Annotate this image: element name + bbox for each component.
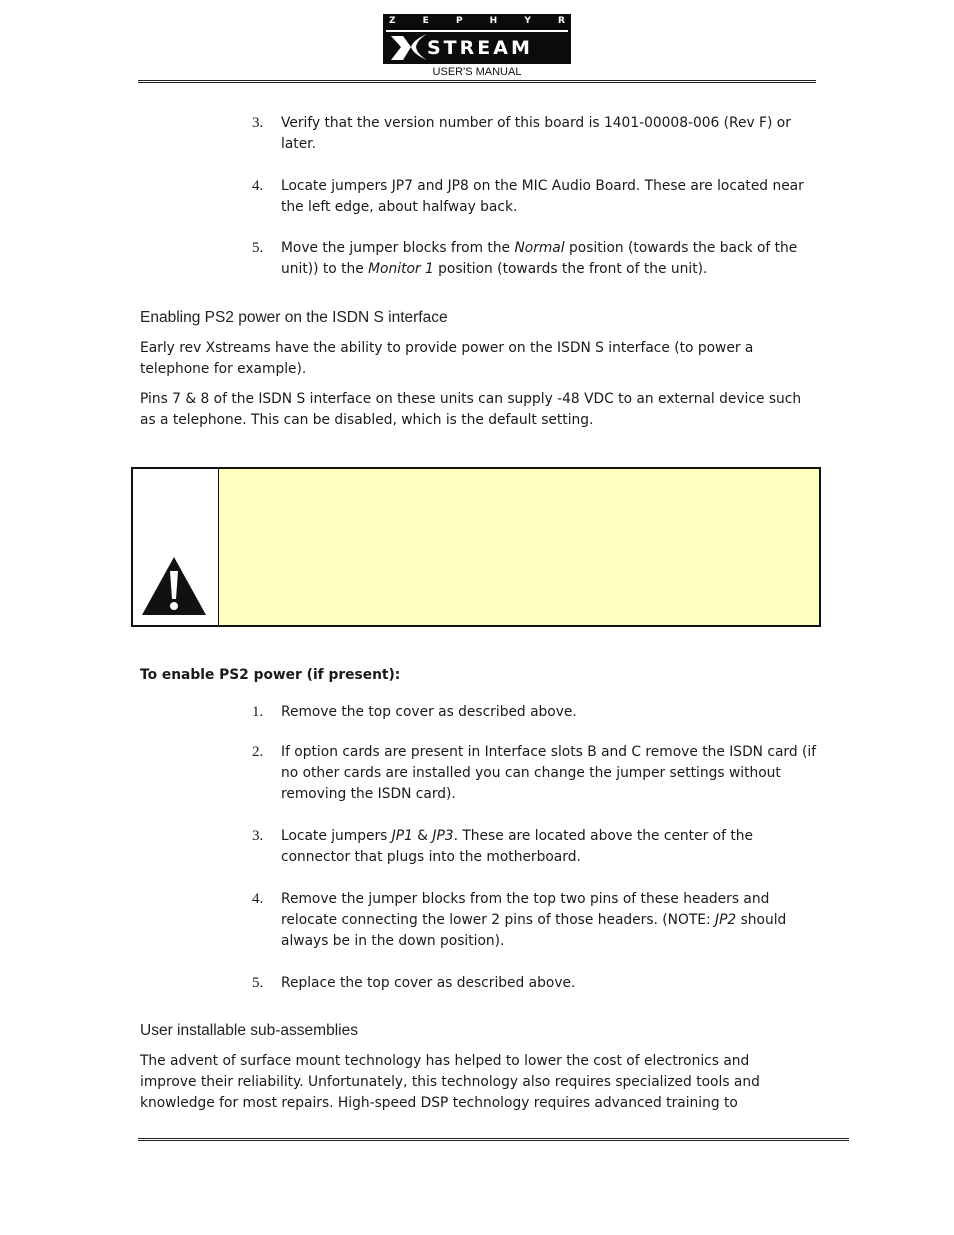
warning-divider <box>218 469 219 625</box>
logo-letter: Y <box>524 16 531 26</box>
list-number: 3. <box>252 828 264 844</box>
logo-letter: H <box>489 16 498 26</box>
text-run: . These are located above the center of the connector that plugs into the motherboard. <box>281 828 753 865</box>
text-run: Locate jumpers <box>281 828 392 844</box>
logo-letter: Z <box>389 16 396 26</box>
header-subtitle: USER'S MANUAL <box>432 66 522 78</box>
footer-rule <box>138 1138 849 1141</box>
list-number: 5. <box>252 240 264 256</box>
header-rule <box>138 80 816 83</box>
warning-triangle-icon <box>140 555 208 617</box>
list-number: 4. <box>252 178 264 194</box>
list-text <box>281 889 817 952</box>
text-run: should always be in the down position). <box>281 912 787 949</box>
procedure-label: To enable PS2 power (if present): <box>140 667 401 683</box>
text-run: position (towards the back of the unit)) to the <box>281 240 798 277</box>
logo-brand-text: STREAM <box>427 37 533 59</box>
list-number: 3. <box>252 115 264 131</box>
list-text <box>281 238 817 280</box>
list-text: Verify that the version number of this board is 1401-00008-006 (Rev F) or later. <box>281 115 791 152</box>
logo-top-letters <box>383 16 571 28</box>
text-run: Remove the jumper blocks from the top two pins of these headers and relocate connecting the lower 2 pins of those headers. (NOTE: <box>281 891 770 928</box>
logo-letter: P <box>455 16 463 26</box>
emphasis-normal: Normal <box>514 240 565 256</box>
logo-letter: R <box>558 16 565 26</box>
emphasis-monitor: Monitor 1 <box>368 261 434 277</box>
zephyr-xstream-logo <box>383 14 571 64</box>
list-text: Locate jumpers JP7 and JP8 on the MIC Audio Board. These are located near the left edge, about halfway back. <box>281 178 804 215</box>
emphasis-jp1: JP1 <box>391 828 413 844</box>
section-heading: User installable sub-assemblies <box>140 1022 358 1039</box>
warning-box <box>131 467 821 627</box>
list-number: 5. <box>252 975 264 991</box>
section-heading: Enabling PS2 power on the ISDN S interface <box>140 309 448 326</box>
list-text: Replace the top cover as described above. <box>281 975 576 991</box>
list-text: Remove the top cover as described above. <box>281 704 577 720</box>
emphasis-jp3: JP3 <box>432 828 454 844</box>
logo-letter: E <box>422 16 429 26</box>
paragraph: Early rev Xstreams have the ability to provide power on the ISDN S interface (to power a telephone for example). <box>140 340 754 377</box>
list-number: 2. <box>252 744 264 760</box>
list-text <box>281 826 817 868</box>
text-run: position (towards the front of the unit). <box>433 261 708 277</box>
paragraph: Pins 7 & 8 of the ISDN S interface on these units can supply -48 VDC to an external device such as a telephone. This can be disabled, which is the default setting. <box>140 391 802 428</box>
emphasis-jp2: JP2 <box>715 912 737 928</box>
paragraph: The advent of surface mount technology has helped to lower the cost of electronics and improve their reliability. Unfortunately, this technology also requires specialized tools and knowledge for most repairs. High-speed DSP technology requires advanced training to <box>140 1053 760 1111</box>
list-text: If option cards are present in Interface slots B and C remove the ISDN card (if no other cards are installed you can change the jumper settings without removing the ISDN card). <box>281 744 817 802</box>
text-run: Move the jumper blocks from the <box>281 240 515 256</box>
logo-x-icon <box>389 30 429 64</box>
list-number: 1. <box>252 704 264 720</box>
text-run: & <box>412 828 433 844</box>
list-number: 4. <box>252 891 264 907</box>
